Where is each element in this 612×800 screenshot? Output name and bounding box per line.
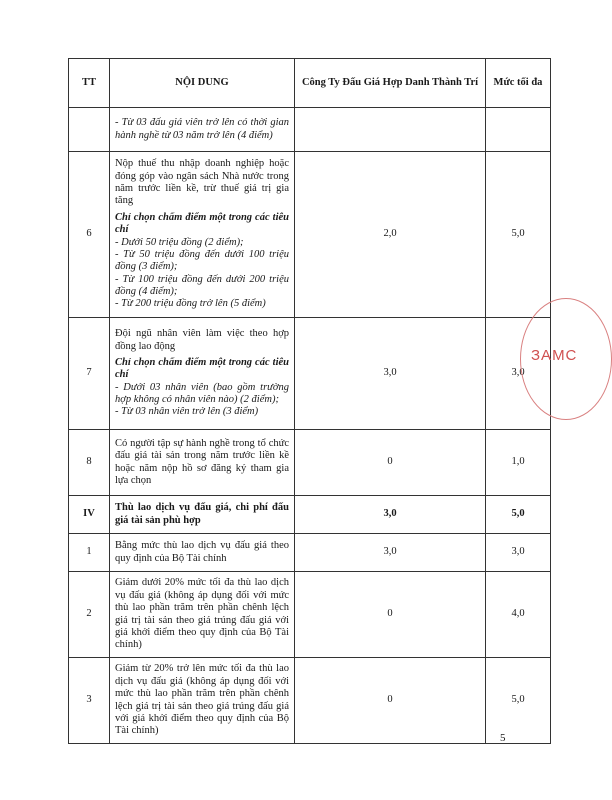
cell-tt: 8 [69, 430, 110, 496]
criterion-choose: Chỉ chọn chấm điểm một trong các tiêu chí [115, 211, 289, 236]
cell-content [110, 152, 295, 318]
cell-score: 3,0 [295, 496, 486, 534]
table-row [69, 318, 551, 430]
header-noi-dung: NỘI DUNG [110, 59, 295, 108]
criterion-option: - Dưới 50 triệu đồng (2 điểm); [115, 236, 244, 248]
cell-content: Thù lao dịch vụ đấu giá, chi phí đấu giá tài sản phù hợp [110, 496, 295, 534]
cell-score: 2,0 [295, 152, 486, 318]
cell-tt: 2 [69, 572, 110, 658]
cell-max: 1,0 [486, 430, 551, 496]
table-header-row [69, 59, 551, 108]
table-row [69, 108, 551, 152]
criterion-option: - Từ 03 nhân viên trở lên (3 điểm) [115, 406, 259, 418]
table-row [69, 430, 551, 496]
cell-score: 0 [295, 430, 486, 496]
cell-content: - Từ 03 đấu giá viên trở lên có thời gian hành nghề từ 03 năm trở lên (4 điểm) [110, 108, 295, 152]
table-row [69, 534, 551, 572]
cell-max: 3,0 [486, 534, 551, 572]
scoring-table [68, 58, 551, 744]
section-row [69, 496, 551, 534]
seal-text: ЗАМС [531, 347, 578, 364]
cell-content: Giảm từ 20% trở lên mức tối đa thù lao dịch vụ đấu giá (không áp dụng đối với mức thù lao phần trăm trên phần chênh lệch giá trị tài sản theo giá trúng đấu giá với giá khởi điểm theo quy định của Bộ Tài chính) [110, 658, 295, 744]
cell-max [486, 108, 551, 152]
criterion-main: Đội ngũ nhân viên làm việc theo hợp đồng lao động [115, 328, 289, 352]
cell-tt: 6 [69, 152, 110, 318]
criterion-main: Nộp thuế thu nhập doanh nghiệp hoặc đóng góp vào ngân sách Nhà nước trong năm trước liền kề, trừ thuế giá trị gia tăng [115, 158, 289, 207]
header-tt: TT [69, 59, 110, 108]
criterion-option: - Từ 200 triệu đồng trở lên (5 điểm) [115, 298, 266, 310]
table-row [69, 572, 551, 658]
cell-score [295, 108, 486, 152]
company-seal [520, 298, 612, 420]
cell-content: Giảm dưới 20% mức tối đa thù lao dịch vụ đấu giá (không áp dụng đối với mức thù lao phần trăm trên phần chênh lệch giá trị tài sản theo giá trúng đấu giá với giá khởi điểm theo quy định của Bộ Tài chính) [110, 572, 295, 658]
cell-max: 4,0 [486, 572, 551, 658]
cell-content: Bằng mức thù lao dịch vụ đấu giá theo quy định của Bộ Tài chính [110, 534, 295, 572]
criterion-option: - Từ 50 triệu đồng đến dưới 100 triệu đồng (3 điểm); [115, 248, 289, 273]
cell-max: 5,0 [486, 658, 551, 744]
cell-score: 0 [295, 658, 486, 744]
criterion-choose: Chỉ chọn chấm điểm một trong các tiêu chí [115, 356, 289, 381]
table-row [69, 152, 551, 318]
cell-score: 3,0 [295, 534, 486, 572]
cell-tt: 7 [69, 318, 110, 430]
cell-content [110, 318, 295, 430]
cell-tt: IV [69, 496, 110, 534]
page-number: 5 [500, 732, 506, 744]
cell-tt: 1 [69, 534, 110, 572]
cell-tt [69, 108, 110, 152]
criterion-option: - Từ 100 triệu đồng đến dưới 200 triệu đồng (4 điểm); [115, 273, 289, 297]
cell-max: 3,0 [486, 318, 551, 430]
header-company: Công Ty Đấu Giá Hợp Danh Thành Trí [295, 59, 486, 108]
header-max: Mức tối đa [486, 59, 551, 108]
cell-max: 5,0 [486, 496, 551, 534]
cell-content: Có người tập sự hành nghề trong tổ chức đấu giá tài sản trong năm trước liền kề hoặc năm nộp hồ sơ đăng ký tham gia lựa chọn [110, 430, 295, 496]
cell-tt: 3 [69, 658, 110, 744]
cell-score: 0 [295, 572, 486, 658]
cell-max: 5,0 [486, 152, 551, 318]
cell-score: 3,0 [295, 318, 486, 430]
table-row [69, 658, 551, 744]
criterion-option: - Dưới 03 nhân viên (bao gồm trường hợp không có nhân viên nào) (2 điểm); [115, 381, 289, 406]
